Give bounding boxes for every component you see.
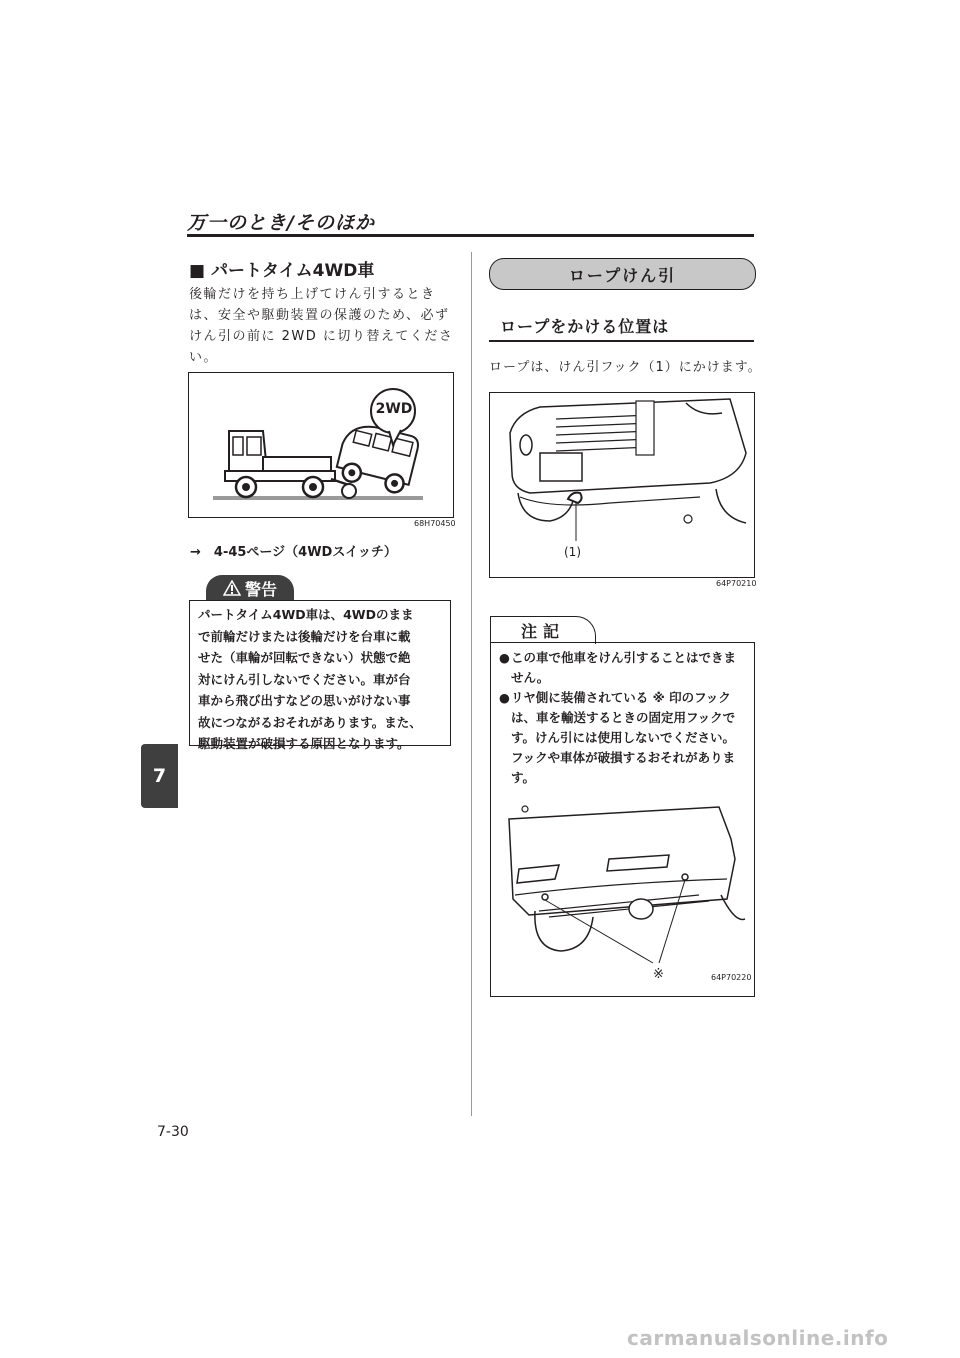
rear-hook-illustration — [499, 799, 747, 989]
warning-line: で前輪だけまたは後輪だけを台車に載 — [198, 628, 411, 644]
warning-line: パートタイム4WD車は、4WDのまま — [198, 607, 414, 622]
figure-towing-truck — [188, 372, 454, 518]
warning-icon — [223, 580, 241, 596]
rear-hook-marker: ※ — [653, 967, 664, 982]
subheading-rule — [489, 340, 754, 342]
bubble-label: 2WD — [375, 401, 413, 417]
warning-line: 対にけん引しないでください。車が台 — [198, 671, 411, 687]
warning-line: 車から飛び出すなどの思いがけない事 — [198, 693, 411, 708]
figure-code-2: 64P70210 — [716, 579, 757, 588]
warning-line: 故につながるおそれがあります。また、 — [198, 714, 422, 730]
note-item — [499, 688, 747, 788]
note-tab: 注記 — [490, 616, 596, 644]
section-body: 後輪だけを持ち上げてけん引するときは、安全や駆動装置の保護のため、必ずけん引の前に 2WD に切り替えてください。 — [189, 287, 454, 365]
figure-code-1: 68H70450 — [414, 519, 456, 528]
header-rule — [187, 234, 754, 237]
chapter-tab: 7 — [141, 744, 178, 808]
note-item — [499, 648, 747, 688]
front-tow-hook-illustration — [490, 393, 754, 577]
section-banner: ロープけん引 — [489, 258, 756, 290]
note-box — [490, 642, 755, 997]
note-item-text: リヤ側に装備されている ※ 印のフックは、車を輸送するときの固定用フックです。けん引には使用しないでください。フックや車体が破損するおそれがあります。 — [511, 690, 736, 785]
towing-truck-illustration — [189, 373, 453, 517]
warning-label: 警告 — [244, 579, 277, 599]
note-item-text: この車で他車をけん引することはできません。 — [511, 650, 737, 685]
figure-code-3: 64P70220 — [711, 973, 752, 982]
warning-box — [189, 600, 451, 751]
warning-line: せた（車輪が回転できない）状態で絶 — [198, 650, 411, 665]
figure-front-hook — [489, 392, 755, 578]
subheading: ロープをかける位置は — [500, 317, 670, 336]
callout-label: (1) — [564, 545, 581, 559]
right-body: ロープは、けん引フック（1）にかけます。 — [489, 360, 762, 375]
site-watermark: carmanualsonline.info — [627, 1326, 889, 1350]
note-list — [499, 648, 747, 788]
bullet-icon: ● — [499, 690, 510, 705]
chapter-header-title: 万一のとき/そのほか — [187, 212, 375, 234]
page-reference: → 4-45ページ（4WDスイッチ） — [190, 545, 397, 560]
section-title: ■ パートタイム4WD車 — [189, 261, 375, 281]
page-number: 7-30 — [157, 1124, 189, 1140]
warning-line: 駆動装置が破損する原因となります。 — [198, 736, 410, 751]
column-divider — [471, 252, 472, 1116]
warning-tab — [206, 575, 294, 601]
bullet-icon: ● — [499, 650, 510, 665]
